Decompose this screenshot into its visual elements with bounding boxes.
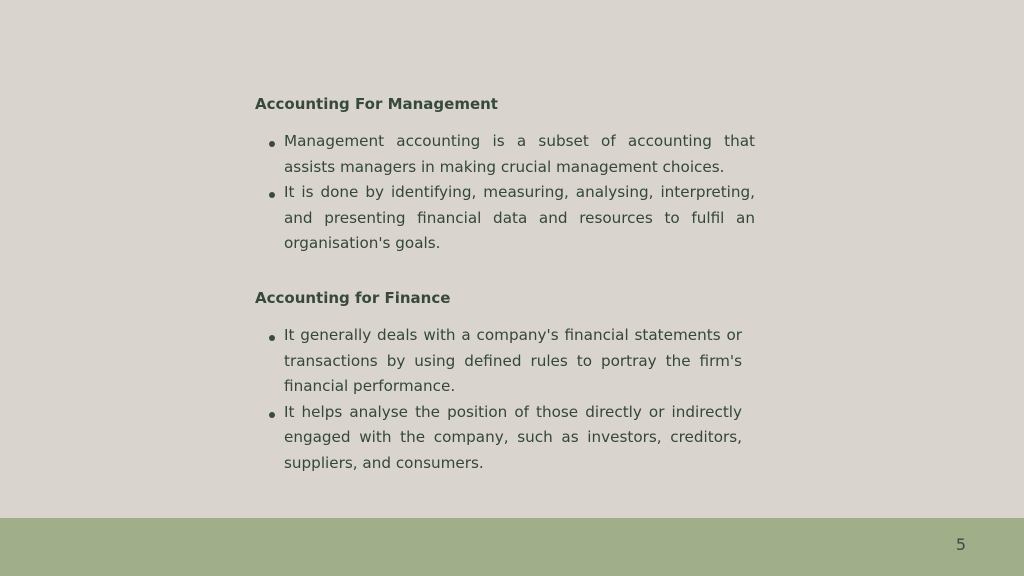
list-item-text: It generally deals with a company's financial statements or transactions by using defined rules to portray the firm's financial performance. <box>284 325 742 396</box>
footer-bar <box>0 518 1024 576</box>
bullet-icon <box>269 141 275 147</box>
bullet-list <box>255 323 742 477</box>
list-item <box>255 323 742 400</box>
section-accounting-for-management <box>255 92 755 257</box>
page-number: 5 <box>955 535 966 554</box>
list-item-text: It helps analyse the position of those directly or indirectly engaged with the company, such as investors, creditors, suppliers, and consumers. <box>284 402 742 472</box>
bullet-icon <box>269 335 275 341</box>
list-item-text: It is done by identifying, measuring, analysing, interpreting, and presenting financial data and resources to fulfil an organisation's goals. <box>284 183 755 253</box>
list-item <box>255 400 742 477</box>
section-heading: Accounting For Management <box>255 95 498 113</box>
section-accounting-for-finance <box>255 286 755 477</box>
bullet-icon <box>269 192 275 198</box>
slide-content <box>255 92 755 477</box>
list-item-text: Management accounting is a subset of accounting that assists managers in making crucial management choices. <box>284 132 755 176</box>
section-heading: Accounting for Finance <box>255 288 451 307</box>
list-item <box>255 129 755 180</box>
list-item <box>255 180 755 257</box>
bullet-icon <box>269 412 275 418</box>
bullet-list <box>255 129 755 257</box>
